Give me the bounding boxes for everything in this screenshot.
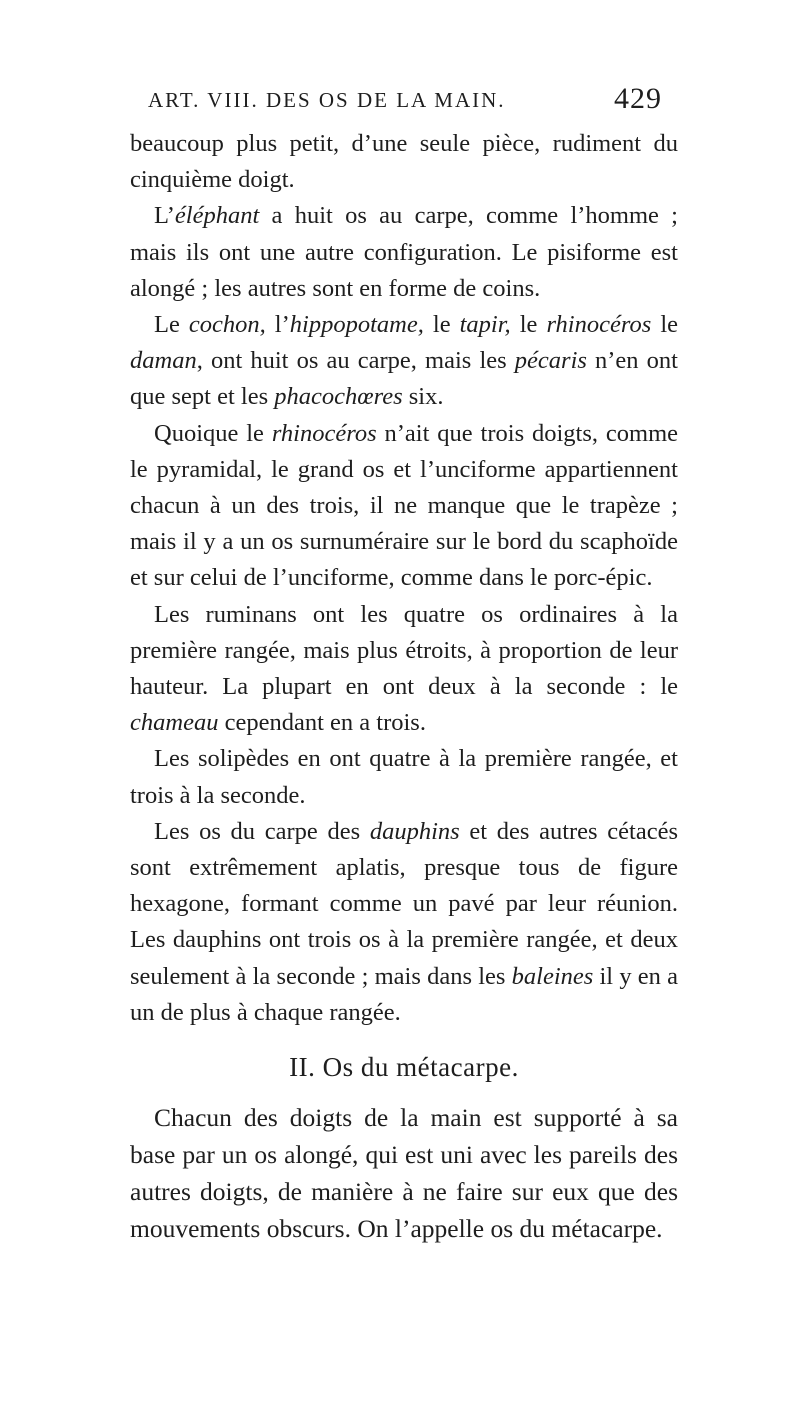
text-run: Le [154,311,189,339]
page-number: 429 [614,82,662,115]
text-run: n’ait que trois doigts, comme le pyramidal, le grand os et l’unciforme appartiennent chacun à un des trois, il ne manque que le trapèze ; mais il y a un os surnuméraire sur le bord du scaphoïde et sur celui de l’unciforme, comme dans le porc-épic. [130,419,679,592]
italic-term: phacochœres [274,383,403,411]
paragraph [130,416,678,597]
text-run: beaucoup plus petit, d’une seule pièce, rudiment du cinquième doigt. [130,130,678,194]
text-run: il y en a un de plus à chaque rangée. [130,962,678,1026]
italic-term: daman [130,347,197,375]
italic-term: tapir, [459,311,511,339]
italic-term: rhinocéros [546,311,652,339]
paragraph [130,126,678,198]
text-run: Chacun des doigts de la main est supporté à sa base par un os alongé, qui est uni avec les pareils des autres doigts, de manière à ne faire sur eux que des mouvements obscurs. On l’appelle os du métacarpe. [130,1103,678,1244]
text-run: le [651,311,679,339]
text-run: le [510,311,547,339]
text-run: , ont huit os au carpe, mais les [196,347,515,375]
text-run: Les solipèdes en ont quatre à la première rangée, et trois à la seconde. [130,745,678,809]
text-run: six. [402,383,444,411]
italic-term: cochon, [188,311,266,339]
section-heading: II. Os du métacarpe. [289,1052,519,1083]
paragraph [130,741,678,813]
paragraphs-after-heading [130,1099,678,1247]
body-text [130,126,678,1247]
italic-term: rhinocéros [271,419,377,447]
text-run: a huit os au carpe, comme l’homme ; mais ils ont une autre configuration. Le pisiforme est alongé ; les autres sont en forme de coins. [130,202,678,302]
italic-term: dauphins [369,817,460,845]
text-run: Les ruminans ont les quatre os ordinaires à la première rangée, mais plus étroits, à proportion de leur hauteur. La plupart en ont deux à la seconde : le [130,600,678,701]
paragraph [130,307,678,416]
text-run: Les os du carpe des [154,817,370,845]
text-run: Quoique le [154,419,272,447]
text-run: le [423,311,460,339]
text-run: et des autres cétacés sont extrêmement aplatis, presque tous de figure hexagone, formant comme un pavé par leur réunion. Les dauphins ont trois os à la première rangée, et deux seulement à la seconde ; mais dans les [130,817,678,990]
paragraph [130,597,678,742]
italic-term: baleines [511,962,594,990]
text-run: n’en ont que sept et les [130,347,678,411]
paragraph [130,814,678,1031]
text-run: cependant en a trois. [218,709,426,737]
italic-term: chameau [130,709,219,737]
text-run: l’ [265,311,290,339]
paragraphs-before-heading [130,126,678,1031]
paragraph [130,1099,678,1247]
running-title: ART. VIII. DES OS DE LA MAIN. [148,88,506,112]
paragraph [130,198,678,307]
running-head [100,82,660,122]
italic-term: éléphant [174,202,260,230]
italic-term: hippopotame, [289,311,424,339]
italic-term: pécaris [514,347,587,375]
text-run: L’ [154,202,175,230]
